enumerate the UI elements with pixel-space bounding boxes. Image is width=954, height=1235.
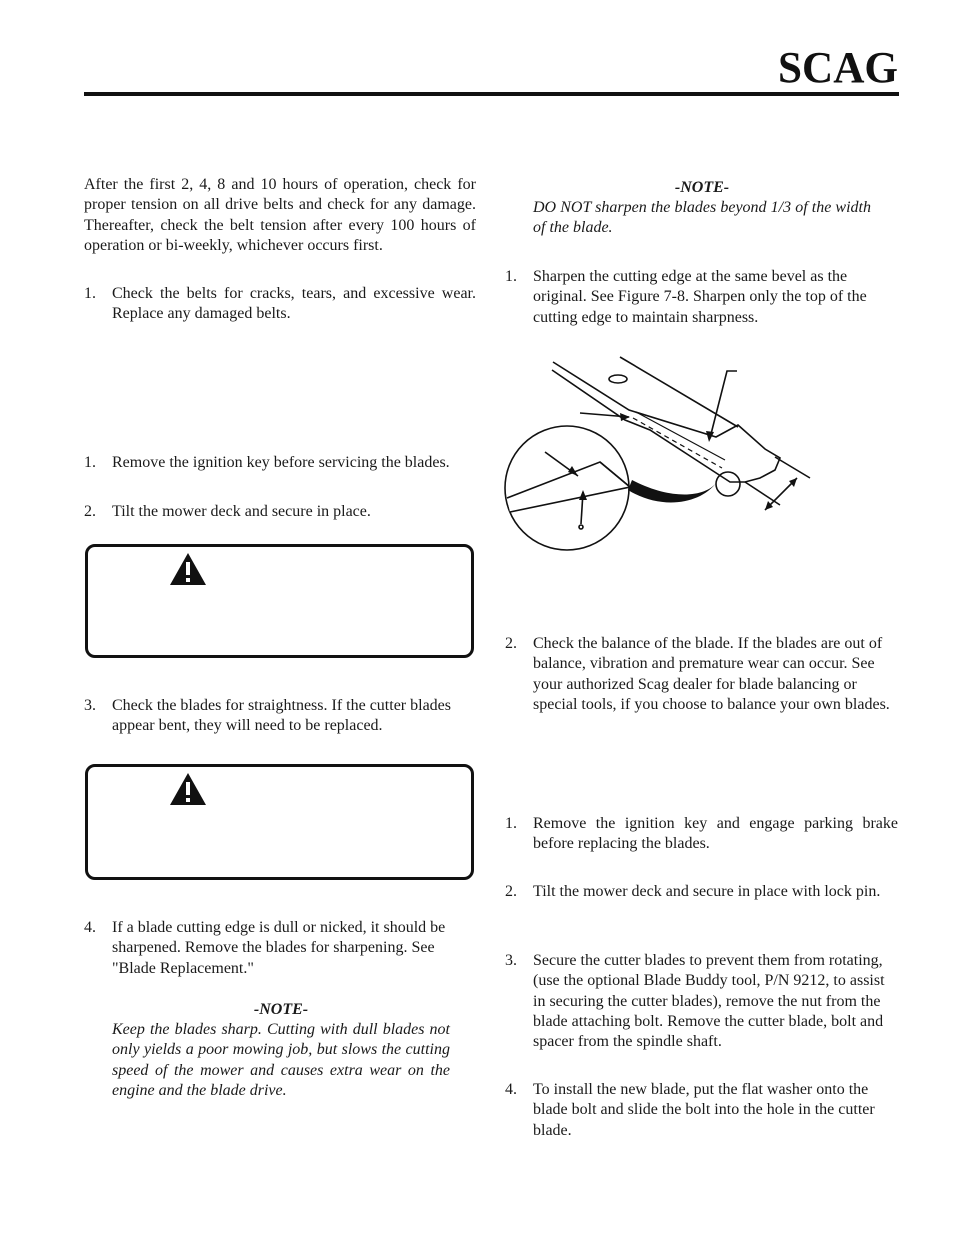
belt-step-1: 1. Check the belts for cracks, tears, and excessive wear. Replace any damaged belts. (84, 285, 476, 323)
header-rule (84, 92, 899, 96)
sharpen-step-2: 2. Check the balance of the blade. If the blades are out of balance, vibration and premature wear can occur. See your authorized Scag dealer for blade balancing or special tools, if you choose to balance your own blades. (505, 635, 890, 713)
sharpen-step-1: 1. Sharpen the cutting edge at the same bevel as the original. See Figure 7-8. Sharpen only the top of the cutting edge to maintain sharpness. (505, 268, 867, 326)
note-title: -NOTE- (674, 179, 730, 196)
right-note (533, 178, 871, 239)
blade-step-2: 2. Tilt the mower deck and secure in place. (84, 503, 371, 520)
note-title: -NOTE- (253, 1001, 309, 1018)
note-body: Keep the blades sharp. Cutting with dull blades not only yields a poor mowing job, but slows the cutting speed of the mower and causes extra wear on the engine and the blade drive. (112, 1021, 450, 1099)
blade-sharpening-figure (500, 350, 820, 555)
belt-intro-paragraph: After the first 2, 4, 8 and 10 hours of operation, check for proper tension on all drive belts and check for any damage. Thereafter, check the belt tension after every 100 hours of operation or bi-weekly, whichever occurs first. (84, 176, 476, 254)
warning-triangle-icon (168, 771, 208, 807)
blade-step-4: 4. If a blade cutting edge is dull or nicked, it should be sharpened. Remove the blades for sharpening. See "Blade Replacement." (84, 919, 446, 977)
scag-logo (777, 44, 899, 88)
replace-step-4: 4. To install the new blade, put the flat washer onto the blade bolt and slide the bolt into the hole in the cutter blade. (505, 1081, 875, 1139)
svg-text:SCAG: SCAG (778, 44, 898, 88)
replace-step-3: 3. Secure the cutter blades to prevent them from rotating, (use the optional Blade Buddy tool, P/N 9212, to assist in securing the cutter blades), remove the nut from the blade attaching bolt. Remove the cutter blade, bolt and spacer from the spindle shaft. (505, 952, 885, 1051)
warning-box-1 (85, 544, 474, 658)
note-body: DO NOT sharpen the blades beyond 1/3 of the width of the blade. (533, 199, 871, 237)
blade-step-3: 3. Check the blades for straightness. If the cutter blades appear bent, they will need to be replaced. (84, 697, 451, 735)
blade-step-1: 1. Remove the ignition key before servicing the blades. (84, 454, 450, 471)
warning-triangle-icon (168, 551, 208, 587)
replace-step-2: 2. Tilt the mower deck and secure in place with lock pin. (505, 883, 881, 900)
replace-step-1: 1. Remove the ignition key and engage parking brake before replacing the blades. (505, 815, 898, 853)
left-note (112, 1000, 450, 1101)
warning-box-2 (85, 764, 474, 880)
